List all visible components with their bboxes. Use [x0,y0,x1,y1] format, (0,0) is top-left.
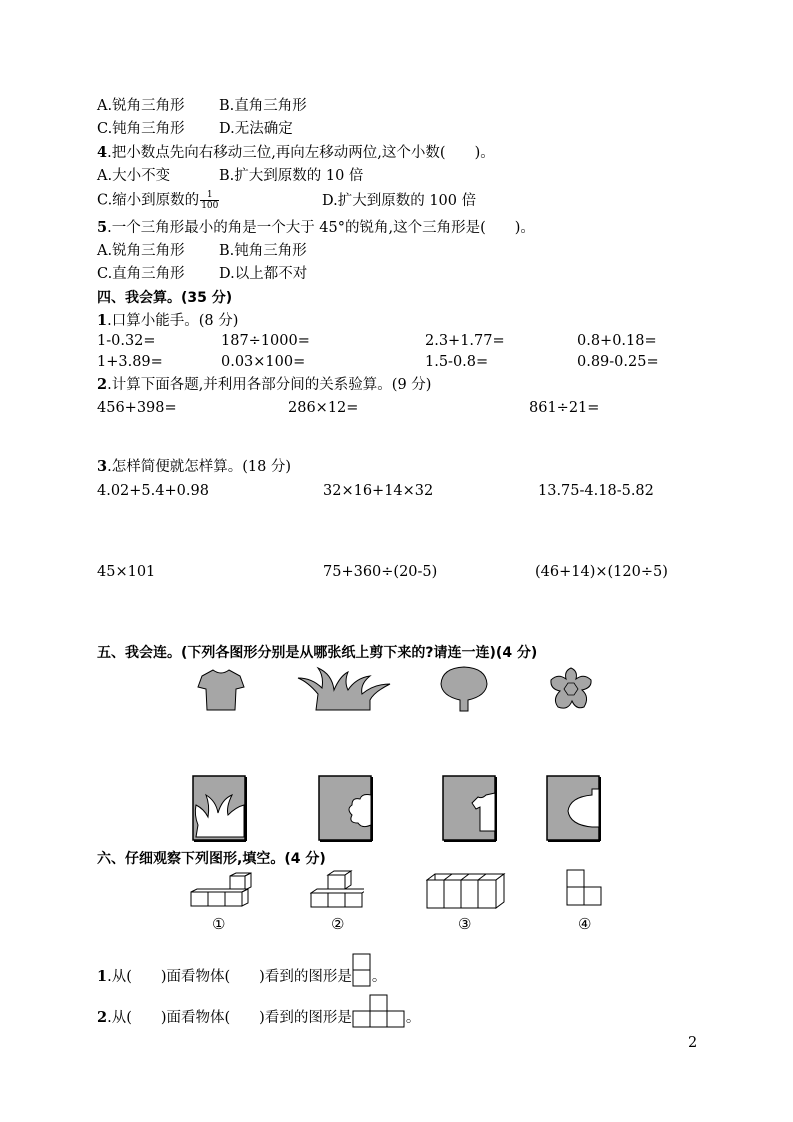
view-shape-l-icon [352,994,406,1028]
s4-part2-text: .计算下面各题,并利用各部分间的关系验算。(9 分) [107,377,432,393]
paper-sheet-lantern-icon [546,775,602,843]
q4-number: 4 [97,144,108,161]
q5-option-a: A.锐角三角形 [97,243,185,259]
s4-part3-text: .怎样简便就怎样算。(18 分) [107,459,292,475]
q5-number: 5 [97,219,108,236]
s4-part1-text: .口算小能手。(8 分) [107,313,239,329]
q4-option-a: A.大小不变 [97,168,171,184]
oral-item: 0.8+0.18= [577,333,657,349]
s4-part3-title [97,457,291,477]
fraction-numerator: 1 [200,190,219,201]
q5-option-c: C.直角三角形 [97,266,185,282]
fraction-denominator: 100 [201,201,219,211]
simplify-item: 75+360÷(20-5) [323,564,438,580]
q4-option-c [97,190,220,211]
s4-part2-number: 2 [97,376,108,393]
q4-text: .把小数点先向右移动三位,再向左移动两位,这个小数( )。 [107,145,495,161]
section-5-title: 五、我会连。(下列各图形分别是从哪张纸上剪下来的?请连一连)(4 分) [97,645,538,661]
s6-q2-end: 。 [405,1010,421,1026]
paper-sheet-flower-icon [318,775,374,843]
q5-text: .一个三角形最小的角是一个大于 45°的锐角,这个三角形是( )。 [107,220,535,236]
oral-item: 0.03×100= [221,354,306,370]
s6-q2-text: .从( )面看物体( )看到的图形是 [107,1010,352,1026]
simplify-item: 32×16+14×32 [323,483,434,499]
q4-stem [97,143,495,163]
simplify-item: 13.75-4.18-5.82 [538,483,654,499]
s6-q1-number: 1 [97,968,108,985]
simplify-item: (46+14)×(120÷5) [535,564,668,580]
oral-item: 187÷1000= [221,333,310,349]
q4-option-b: B.扩大到原数的 10 倍 [219,168,364,184]
lantern-shape-icon [438,664,490,714]
verify-item: 861÷21= [529,400,600,416]
figure-label: ① [212,915,226,933]
paper-sheet-tshirt-icon [442,775,498,843]
s6-question-2 [97,994,420,1028]
q3-option-b: B.直角三角形 [219,98,307,114]
figure-label: ④ [578,915,592,933]
q3-option-d: D.无法确定 [219,121,293,137]
oral-item: 0.89-0.25= [577,354,659,370]
section-6-title: 六、仔细观察下列图形,填空。(4 分) [97,851,326,867]
cube-figure-1-icon [190,872,256,908]
oral-item: 2.3+1.77= [425,333,505,349]
q3-option-c: C.钝角三角形 [97,121,185,137]
s4-part1-number: 1 [97,312,108,329]
figure-label: ③ [458,915,472,933]
fraction [200,190,219,211]
q4-option-c-text: C.缩小到原数的 [97,192,200,209]
cube-figure-3-icon [426,872,506,910]
s4-part3-number: 3 [97,458,108,475]
s6-question-1 [97,953,386,987]
figure-label: ② [331,915,345,933]
q5-option-d: D.以上都不对 [219,266,308,282]
s4-part1-title [97,311,238,331]
s6-q2-number: 2 [97,1009,108,1026]
verify-item: 456+398= [97,400,177,416]
q4-option-d: D.扩大到原数的 100 倍 [322,193,477,209]
view-shape-two-stack-icon [352,953,372,987]
oral-item: 1+3.89= [97,354,163,370]
oral-item: 1.5-0.8= [425,354,489,370]
oral-item: 1-0.32= [97,333,156,349]
cube-figure-4-icon [566,868,606,908]
verify-item: 286×12= [288,400,359,416]
paper-sheet-grass-icon [192,775,248,843]
grass-shape-icon [296,666,392,712]
s6-q1-end: 。 [371,969,387,985]
cube-figure-2-icon [310,869,364,909]
section-4-title: 四、我会算。(35 分) [97,290,233,306]
simplify-item: 4.02+5.4+0.98 [97,483,209,499]
simplify-item: 45×101 [97,564,156,580]
flower-shape-icon [546,665,596,715]
s4-part2-title [97,375,431,395]
tshirt-shape-icon [196,667,246,713]
q3-option-a: A.锐角三角形 [97,98,185,114]
q5-option-b: B.钝角三角形 [219,243,307,259]
s6-q1-text: .从( )面看物体( )看到的图形是 [107,969,352,985]
q5-stem [97,218,535,238]
page-number: 2 [688,1035,698,1051]
